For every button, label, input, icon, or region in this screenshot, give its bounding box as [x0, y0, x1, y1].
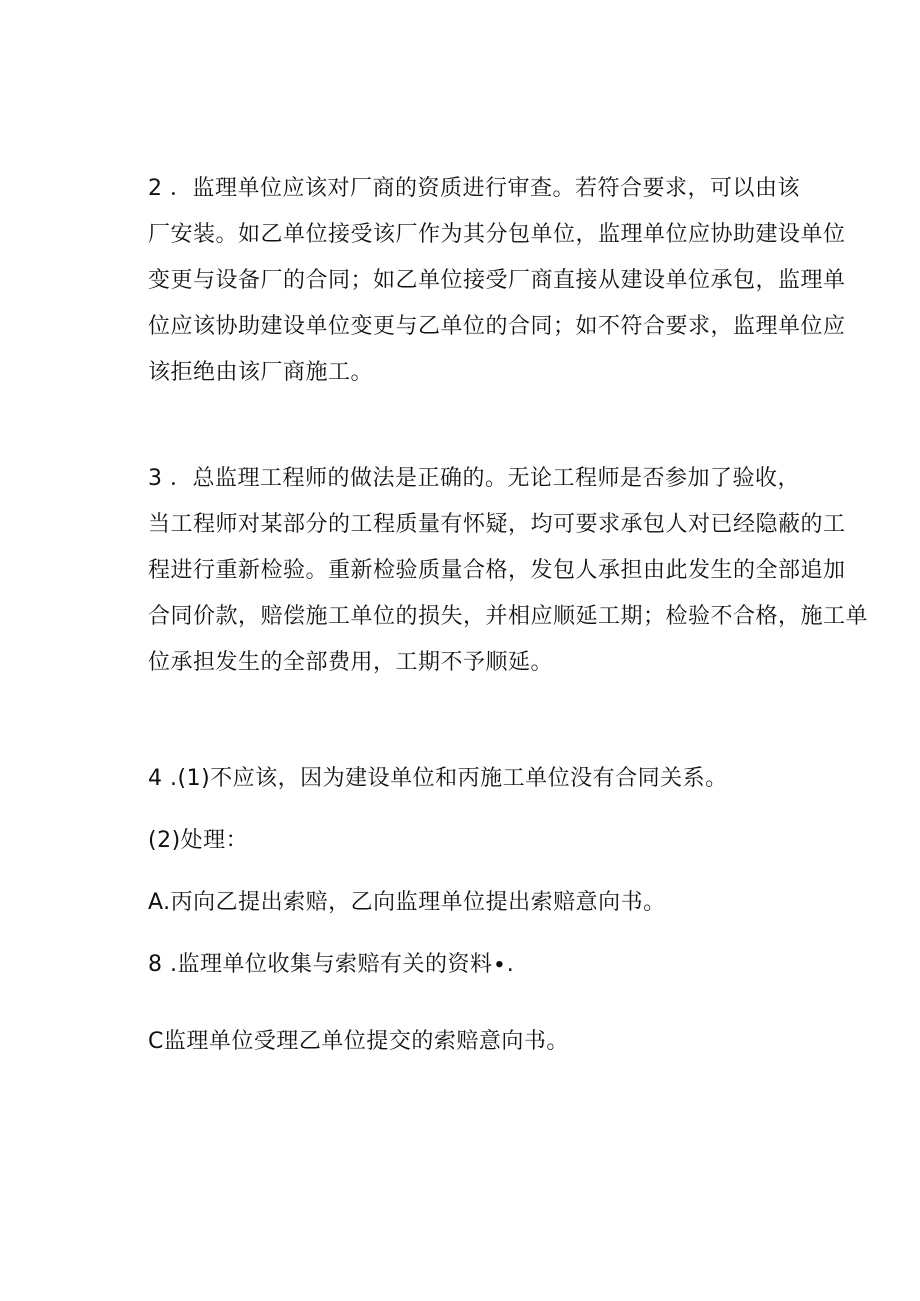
text-line: 3 ．总监理工程师的做法是正确的。无论工程师是否参加了验收， — [148, 466, 800, 491]
text-line: A.丙向乙提出索赔，乙向监理单位提出索赔意向书。 — [148, 890, 666, 915]
text-line: 程进行重新检验。重新检验质量合格，发包人承担由此发生的全部追加 — [148, 558, 846, 583]
paragraph-item-c — [148, 1019, 788, 1065]
text-line: 2 ．监理单位应该对厂商的资质进行审查。若符合要求，可以由该 — [148, 176, 800, 201]
text-line: 8 .监理单位收集与索赔有关的资料∙. — [148, 952, 515, 977]
text-line: 当工程师对某部分的工程质量有怀疑，均可要求承包人对已经隐蔽的工 — [148, 512, 846, 537]
paragraph-item-4-1 — [148, 756, 788, 802]
text-line: C监理单位受理乙单位提交的索赔意向书。 — [148, 1029, 569, 1054]
paragraph-item-8 — [148, 942, 788, 988]
paragraph-item-a — [148, 880, 788, 926]
text-line: 厂安装。如乙单位接受该厂作为其分包单位，监理单位应协助建设单位 — [148, 222, 846, 247]
text-line: 变更与设备厂的合同；如乙单位接受厂商直接从建设单位承包，监理单 — [148, 268, 846, 293]
text-line: 位承担发生的全部费用，工期不予顺延。 — [148, 650, 554, 675]
text-line: 4 .(1)不应该，因为建设单位和丙施工单位没有合同关系。 — [148, 766, 728, 791]
text-line: 合同价款，赔偿施工单位的损失，并相应顺延工期；检验不合格，施工单 — [148, 604, 869, 629]
paragraph-item-2 — [148, 166, 846, 396]
paragraph-item-4-2 — [148, 818, 788, 864]
text-line: (2)处理： — [148, 828, 249, 853]
paragraph-item-3 — [148, 456, 869, 686]
text-line: 位应该协助建设单位变更与乙单位的合同；如不符合要求，监理单位应 — [148, 314, 846, 339]
text-line: 该拒绝由该厂商施工。 — [148, 360, 374, 385]
